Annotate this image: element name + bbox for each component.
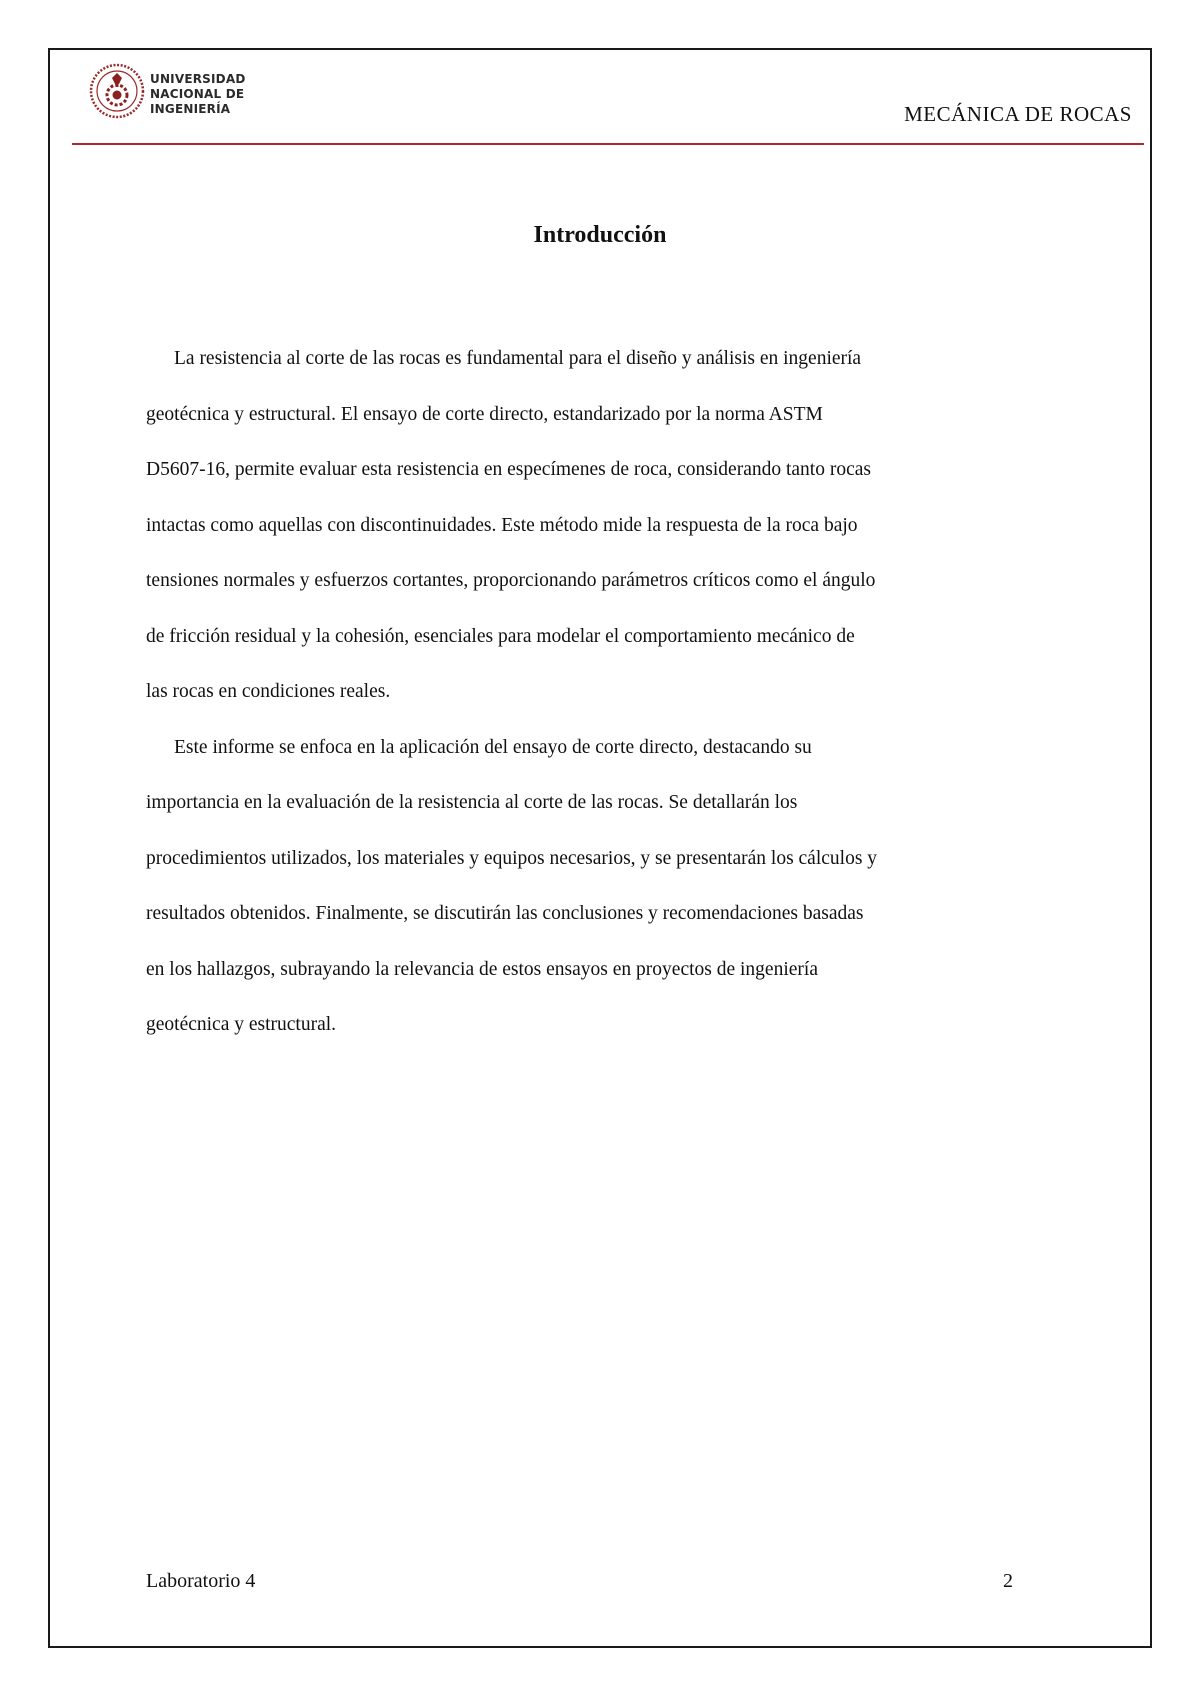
university-name <box>150 72 246 117</box>
page-number: 2 <box>1003 1570 1013 1592</box>
footer-label: Laboratorio 4 <box>146 1570 256 1592</box>
course-title: MECÁNICA DE ROCAS <box>904 102 1132 126</box>
university-name-line: NACIONAL DE <box>150 87 245 101</box>
text-line: intactas como aquellas con discontinuidades. Este método mide la respuesta de la roca bajo <box>146 514 858 536</box>
text-line: procedimientos utilizados, los materiales y equipos necesarios, y se presentarán los cálculos y <box>146 847 878 869</box>
section-title: Introducción <box>533 222 667 248</box>
university-name-line: UNIVERSIDAD <box>150 72 246 86</box>
university-name-line: INGENIERÍA <box>150 102 231 116</box>
university-logo <box>88 62 328 132</box>
text-line: geotécnica y estructural. <box>146 1014 337 1035</box>
text-line: Este informe se enfoca en la aplicación del ensayo de corte directo, destacando su <box>174 736 812 758</box>
text-line: importancia en la evaluación de la resistencia al corte de las rocas. Se detallarán los <box>146 792 798 813</box>
paragraph <box>146 720 1066 1053</box>
text-line: en los hallazgos, subrayando la relevancia de estos ensayos en proyectos de ingeniería <box>146 958 818 980</box>
text-line: La resistencia al corte de las rocas es fundamental para el diseño y análisis en ingeniería <box>174 348 862 369</box>
text-line: de fricción residual y la cohesión, esenciales para modelar el comportamiento mecánico de <box>146 625 855 647</box>
paragraph <box>146 331 1066 720</box>
body-text <box>146 331 1066 1053</box>
university-seal-icon <box>88 62 146 120</box>
text-line: geotécnica y estructural. El ensayo de corte directo, estandarizado por la norma ASTM <box>146 403 823 425</box>
text-line: tensiones normales y esfuerzos cortantes, proporcionando parámetros críticos como el ángulo <box>146 570 876 591</box>
text-line: resultados obtenidos. Finalmente, se discutirán las conclusiones y recomendaciones basadas <box>146 903 864 924</box>
text-line: D5607-16, permite evaluar esta resistencia en especímenes de roca, considerando tanto rocas <box>146 459 871 480</box>
header-divider <box>72 143 1144 145</box>
page-header <box>72 62 1132 152</box>
text-line: las rocas en condiciones reales. <box>146 681 391 702</box>
